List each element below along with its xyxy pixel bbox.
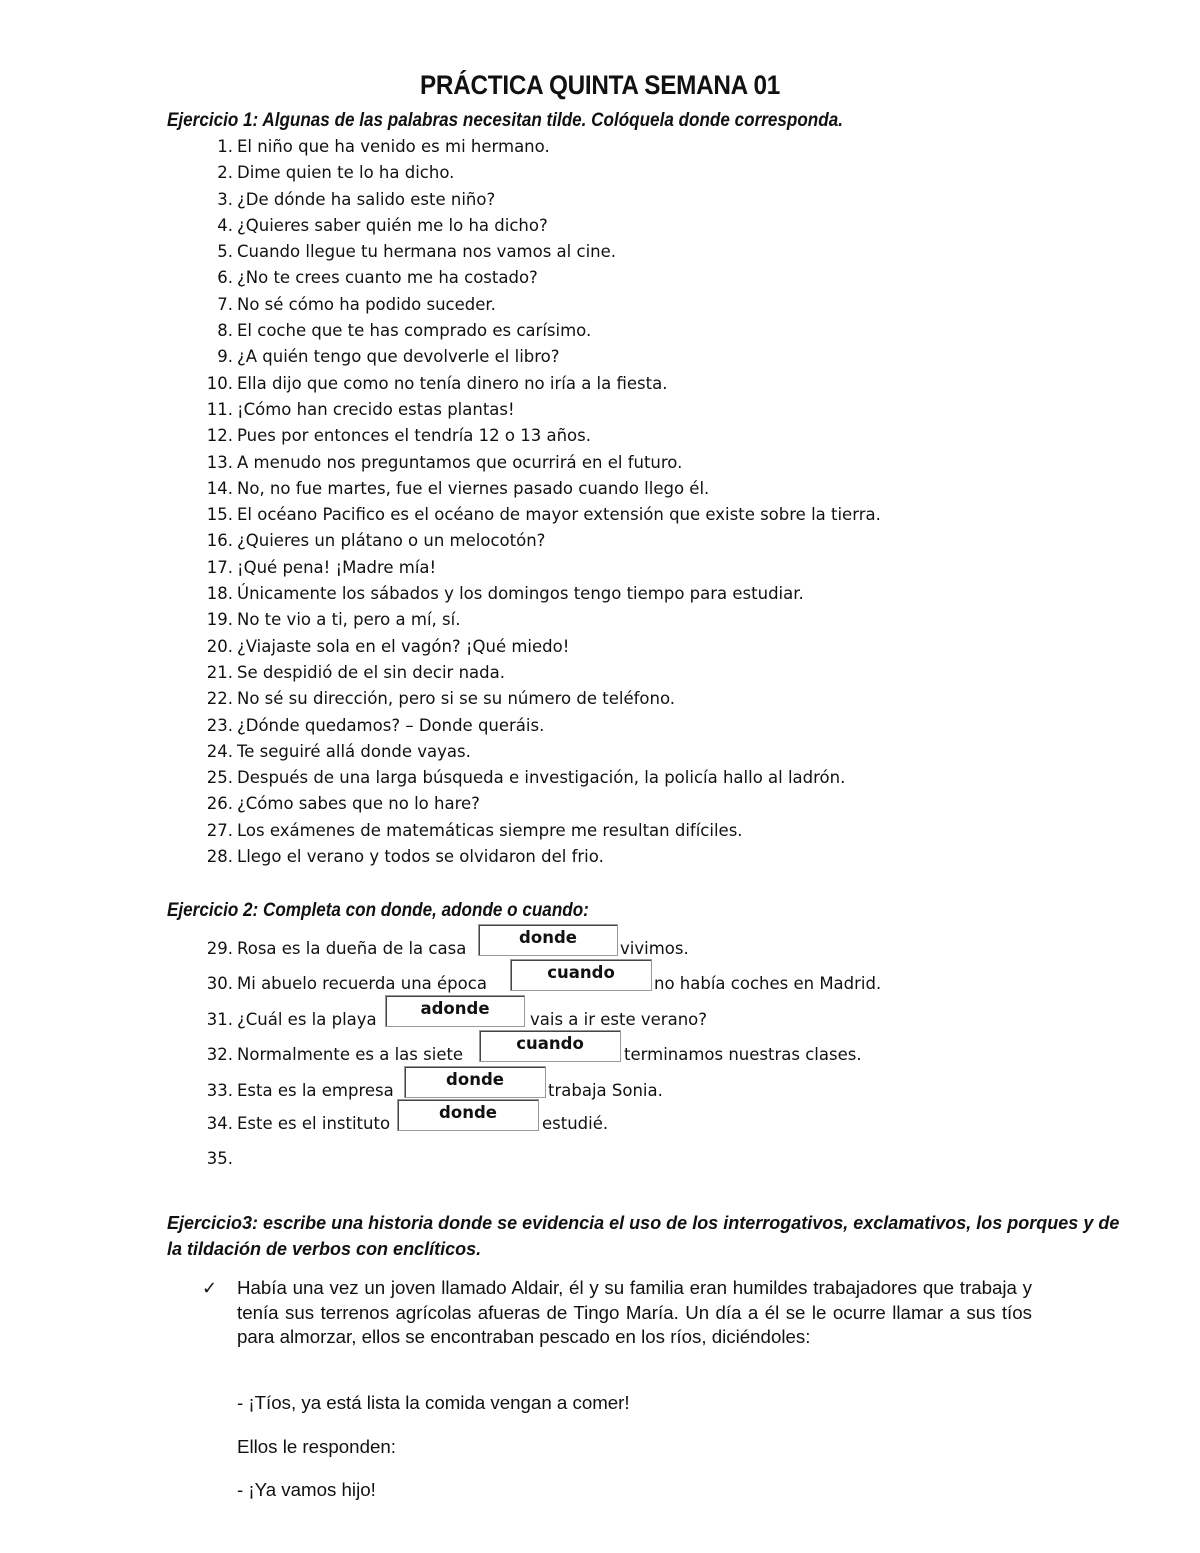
- sentence-end: estudié.: [542, 1114, 609, 1133]
- answer-field[interactable]: donde: [404, 1066, 546, 1098]
- sentence-start: Este es el instituto: [237, 1114, 391, 1133]
- story-dialog-line: - ¡Tíos, ya está lista la comida vengan a comer!: [237, 1392, 630, 1413]
- answer-field[interactable]: adonde: [385, 995, 525, 1027]
- item-text: Después de una larga búsqueda e investigación, la policía hallo al ladrón.: [237, 768, 846, 788]
- item-text: No, no fue martes, fue el viernes pasado cuando llego él.: [237, 478, 710, 498]
- sentence-end: vivimos.: [620, 939, 689, 958]
- exercise-1-heading: Ejercicio 1: Algunas de las palabras necesitan tilde. Colóquela donde corresponda.: [167, 110, 843, 131]
- item-number: 33.: [206, 1081, 233, 1100]
- item-text: No te vio a ti, pero a mí, sí.: [237, 610, 461, 630]
- answer-field[interactable]: cuando: [479, 1030, 621, 1062]
- item-text: ¿Cómo sabes que no lo hare?: [237, 794, 480, 814]
- item-number: 5.: [217, 242, 233, 262]
- exercise-2-heading: Ejercicio 2: Completa con donde, adonde o cuando:: [167, 900, 589, 921]
- item-number: 28.: [206, 847, 233, 867]
- item-text: El coche que te has comprado es carísimo.: [237, 321, 592, 341]
- item-number: 15.: [206, 505, 233, 525]
- item-text: ¿No te crees cuanto me ha costado?: [237, 268, 538, 288]
- fill-in-row: [0, 959, 1200, 995]
- item-number: 18.: [206, 584, 233, 604]
- item-number: 25.: [206, 768, 233, 788]
- sentence-start: Normalmente es a las siete: [237, 1045, 464, 1064]
- fill-in-row: [0, 924, 1200, 960]
- item-number: 14.: [206, 478, 233, 498]
- story-dialog-line: - ¡Ya vamos hijo!: [237, 1479, 376, 1500]
- answer-field[interactable]: donde: [397, 1099, 539, 1131]
- item-number: 32.: [206, 1045, 233, 1064]
- sentence-start: ¿Cuál es la playa: [237, 1010, 377, 1029]
- item-text: Llego el verano y todos se olvidaron del frio.: [237, 847, 604, 867]
- item-number: 4.: [217, 215, 233, 235]
- item-number: 24.: [206, 741, 233, 761]
- checkmark-icon: ✓: [202, 1278, 218, 1299]
- fill-in-row: [0, 1134, 1200, 1170]
- item-number: 35.: [206, 1149, 233, 1168]
- item-number: 9.: [217, 347, 233, 367]
- item-text: Únicamente los sábados y los domingos tengo tiempo para estudiar.: [237, 584, 804, 604]
- item-number: 23.: [206, 715, 233, 735]
- item-number: 2.: [217, 163, 233, 183]
- sentence-end: terminamos nuestras clases.: [624, 1045, 862, 1064]
- sentence-start: Mi abuelo recuerda una época: [237, 974, 487, 993]
- item-text: Cuando llegue tu hermana nos vamos al cine.: [237, 242, 617, 262]
- item-number: 10.: [206, 373, 233, 393]
- item-text: Se despidió de el sin decir nada.: [237, 662, 505, 682]
- item-text: El niño que ha venido es mi hermano.: [237, 137, 550, 156]
- fill-in-row: [0, 1066, 1200, 1102]
- item-number: 29.: [206, 939, 233, 958]
- sentence-end: vais a ir este verano?: [530, 1010, 708, 1029]
- sentence-start: Rosa es la dueña de la casa: [237, 939, 467, 958]
- story-paragraph: Había una vez un joven llamado Aldair, él y su familia eran humildes trabajadores que trabaja y tenía sus terrenos agrícolas afueras de Tingo María. Un día a él se le ocurre llamar a sus tíos para almorzar, ellos se encontraban pescado en los ríos, diciéndoles:: [237, 1277, 1032, 1347]
- item-number: 13.: [206, 452, 233, 472]
- item-number: 19.: [206, 610, 233, 630]
- item-text: Dime quien te lo ha dicho.: [237, 163, 455, 183]
- story-dialog-line: Ellos le responden:: [237, 1436, 396, 1457]
- item-text: ¿A quién tengo que devolverle el libro?: [237, 347, 560, 367]
- item-number: 17.: [206, 557, 233, 577]
- item-text: Los exámenes de matemáticas siempre me resultan difíciles.: [237, 820, 743, 840]
- item-text: A menudo nos preguntamos que ocurrirá en el futuro.: [237, 452, 683, 472]
- sentence-end: trabaja Sonia.: [548, 1081, 663, 1100]
- item-text: El océano Pacifico es el océano de mayor extensión que existe sobre la tierra.: [237, 505, 881, 525]
- item-text: Ella dijo que como no tenía dinero no iría a la fiesta.: [237, 373, 668, 393]
- item-number: 26.: [206, 794, 233, 814]
- item-number: 30.: [206, 974, 233, 993]
- item-text: ¿Dónde quedamos? – Donde queráis.: [237, 715, 545, 735]
- exercise-3-heading: Ejercicio3: escribe una historia donde se evidencia el uso de los interrogativos, exclamativos, los porques y de la tildación de verbos con enclíticos.: [167, 1213, 1120, 1259]
- item-number: 1.: [217, 137, 233, 156]
- item-number: 31.: [206, 1010, 233, 1029]
- sentence-end: no había coches en Madrid.: [654, 974, 882, 993]
- item-number: 27.: [206, 820, 233, 840]
- item-number: 7.: [217, 294, 233, 314]
- item-number: 16.: [206, 531, 233, 551]
- item-text: No sé cómo ha podido suceder.: [237, 294, 496, 314]
- item-number: 12.: [206, 426, 233, 446]
- item-number: 20.: [206, 636, 233, 656]
- item-number: 22.: [206, 689, 233, 709]
- item-text: Te seguiré allá donde vayas.: [237, 741, 471, 761]
- item-number: 8.: [217, 321, 233, 341]
- item-text: ¿Quieres un plátano o un melocotón?: [237, 531, 546, 551]
- item-text: ¿Viajaste sola en el vagón? ¡Qué miedo!: [237, 636, 570, 656]
- item-text: No sé su dirección, pero si se su número de teléfono.: [237, 689, 676, 709]
- answer-field[interactable]: donde: [478, 924, 618, 956]
- page-title: PRÁCTICA QUINTA SEMANA 01: [419, 70, 781, 100]
- fill-in-row: [0, 1099, 1200, 1135]
- fill-in-row: [0, 995, 1200, 1031]
- answer-field[interactable]: cuando: [510, 959, 652, 991]
- item-text: ¡Cómo han crecido estas plantas!: [237, 399, 515, 419]
- item-text: ¿Quieres saber quién me lo ha dicho?: [237, 215, 548, 235]
- item-text: ¡Qué pena! ¡Madre mía!: [237, 557, 437, 577]
- item-number: 11.: [206, 399, 233, 419]
- item-number: 34.: [206, 1114, 233, 1133]
- item-text: ¿De dónde ha salido este niño?: [237, 189, 496, 209]
- item-number: 3.: [217, 189, 233, 209]
- item-number: 6.: [217, 268, 233, 288]
- fill-in-row: [0, 1030, 1200, 1066]
- sentence-start: Esta es la empresa: [237, 1081, 394, 1100]
- item-number: 21.: [206, 662, 233, 682]
- item-text: Pues por entonces el tendría 12 o 13 años.: [237, 426, 591, 446]
